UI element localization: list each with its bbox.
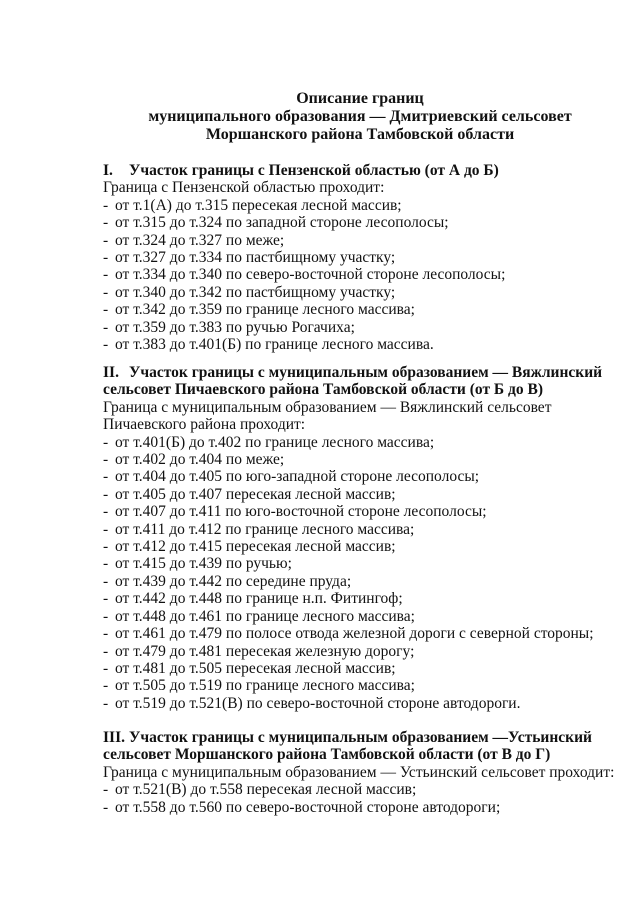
list-item [103,503,618,520]
list-dash: - [103,266,109,284]
list-item-text: от т.479 до т.481 пересекая железную дорогу; [115,642,415,660]
list-item-text: от т.439 до т.442 по середине пруда; [115,572,352,590]
list-item-text: от т.327 до т.334 по пастбищному участку; [115,249,396,267]
list-dash: - [103,538,109,556]
list-item-text: от т.411 до т.412 по границе лесного массива; [115,520,415,538]
section-heading-line-1: Участок границы с муниципальным образованием — Вяжлинский [129,364,603,381]
list-item [103,284,618,301]
boundary-list [103,781,618,816]
title-line-2: муниципального образования — Дмитриевский сельсовет [148,108,572,125]
list-item-text: от т.521(В) до т.558 пересекая лесной массив; [115,781,417,799]
list-dash: - [103,520,109,538]
list-item [103,249,618,266]
list-dash: - [103,231,109,249]
list-dash: - [103,625,109,643]
title-line-1: Описание границ [296,90,424,107]
list-item-text: от т.407 до т.411 по юго-восточной стороне лесополосы; [115,503,487,521]
list-item [103,434,618,451]
boundary-list [103,434,618,713]
list-item [103,301,618,318]
list-item [103,677,618,694]
list-item-text: от т.1(А) до т.315 пересекая лесной массив; [115,196,402,214]
list-item [103,232,618,249]
list-dash: - [103,301,109,319]
list-dash: - [103,214,109,232]
list-item-text: от т.401(Б) до т.402 по границе лесного массива; [115,433,435,451]
list-item-text: от т.415 до т.439 по ручью; [115,555,292,573]
list-dash: - [103,590,109,608]
list-item [103,486,618,503]
list-item [103,214,618,231]
list-item [103,468,618,485]
list-item-text: от т.340 до т.342 по пастбищному участку; [115,283,396,301]
section-heading-line-1: Участок границы с Пензенской областью (от А до Б) [129,162,499,179]
list-item-text: от т.412 до т.415 пересекая лесной массив; [115,538,396,556]
boundary-list [103,197,618,354]
section-intro-line-2: Пичаевского района проходит: [103,416,306,434]
list-item [103,266,618,283]
list-dash: - [103,485,109,503]
list-item [103,590,618,607]
list-item-text: от т.315 до т.324 по западной стороне лесополосы; [115,214,449,232]
list-dash: - [103,336,109,354]
list-item-text: от т.442 до т.448 по границе н.п. Фитингоф; [115,590,403,608]
list-dash: - [103,318,109,336]
list-item [103,538,618,555]
list-dash: - [103,572,109,590]
list-dash: - [103,249,109,267]
list-dash: - [103,607,109,625]
list-dash: - [103,642,109,660]
list-item-text: от т.383 до т.401(Б) по границе лесного массива. [115,336,434,354]
list-item-text: от т.402 до т.404 по меже; [115,451,285,469]
section-intro: Граница с муниципальным образованием — Вяжлинский сельсовет [103,398,552,416]
section-heading-line-2: сельсовет Моршанского района Тамбовской области (от В до Г) [103,746,551,764]
list-item [103,625,618,642]
list-item-text: от т.405 до т.407 пересекая лесной массив; [115,485,396,503]
list-item [103,197,618,214]
list-item-text: от т.342 до т.359 по границе лесного массива; [115,301,415,319]
list-dash: - [103,283,109,301]
list-dash: - [103,677,109,695]
list-item [103,555,618,572]
list-item-text: от т.359 до т.383 по ручью Рогачиха; [115,318,355,336]
section-heading-line-2: сельсовет Пичаевского района Тамбовской области (от Б до В) [103,381,544,399]
list-item-text: от т.481 до т.505 пересекая лесной массив; [115,659,396,677]
section-heading [103,729,618,746]
section-number: II. [103,364,119,381]
list-item-text: от т.505 до т.519 по границе лесного массива; [115,677,415,695]
list-dash: - [103,659,109,677]
list-item-text: от т.519 до т.521(В) по северо-восточной стороне автодороги. [115,694,521,712]
section-number: I. [103,162,113,179]
list-item [103,695,618,712]
list-dash: - [103,468,109,486]
list-dash: - [103,451,109,469]
section-heading [103,162,618,179]
document-title [100,90,620,144]
list-item-text: от т.324 до т.327 по меже; [115,231,285,249]
list-dash: - [103,196,109,214]
section-2 [103,364,618,712]
list-item [103,573,618,590]
list-item [103,643,618,660]
section-3 [103,729,618,816]
list-item-text: от т.448 до т.461 по границе лесного массива; [115,607,415,625]
list-item-text: от т.334 до т.340 по северо-восточной стороне лесополосы; [115,266,506,284]
section-intro: Граница с муниципальным образованием — Устьинский сельсовет проходит: [103,763,615,781]
section-number: III. [103,729,125,746]
list-dash: - [103,503,109,521]
list-item-text: от т.404 до т.405 по юго-западной стороне лесополосы; [115,468,480,486]
section-heading [103,364,618,381]
list-dash: - [103,798,109,816]
list-item [103,451,618,468]
section-intro: Граница с Пензенской областью проходит: [103,179,385,197]
list-dash: - [103,694,109,712]
list-item [103,608,618,625]
list-item [103,521,618,538]
list-item [103,319,618,336]
section-1 [103,162,618,353]
list-dash: - [103,433,109,451]
list-item-text: от т.461 до т.479 по полосе отвода железной дороги с северной стороны; [115,625,594,643]
list-item [103,336,618,353]
list-item [103,799,618,816]
list-item [103,781,618,798]
section-heading-line-1: Участок границы с муниципальным образованием —Устьинский [129,729,592,746]
list-dash: - [103,555,109,573]
list-dash: - [103,781,109,799]
list-item-text: от т.558 до т.560 по северо-восточной стороне автодороги; [115,798,501,816]
list-item [103,660,618,677]
title-line-3: Моршанского района Тамбовской области [205,126,515,143]
